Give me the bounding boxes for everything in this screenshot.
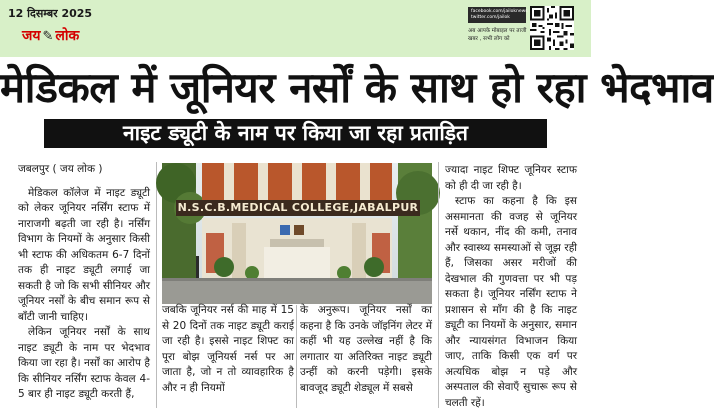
logo-separator-icon: ✎ <box>42 29 54 44</box>
column-divider <box>156 162 157 408</box>
article-paragraph: स्टाफ का कहना है कि इस असमानता की वजह से जूनियर नर्से थकान, नींद की कमी, तनाव और स्वास्थ्य समस्याओं से जूझ रही हैं, जिसका असर मरीजों की देखभाल की गुणवत्ता पर भी पड़ सकता है। जूनियर नर्सिंग स्टाफ ने प्रशासन से माँग की है कि नाइट ड्यूटी का नियमों के अनुसार, समान और न्यायसंगत विभाजन किया जाए, ताकि किसी एक वर्ग पर अत्यधिक बोझ न पड़े और अस्पताल की सेवाएँ सुचारू रूप से चलती रहें। <box>445 195 577 409</box>
promo-tagline: अब आपके मोबाइल पर ताजी खबर , सभी लोग को <box>468 28 527 42</box>
article-subheadline: नाइट ड्यूटी के नाम पर किया जा रहा प्रताड़ित <box>44 119 547 148</box>
logo-left: जय <box>22 28 41 44</box>
column-divider <box>296 305 297 408</box>
newspaper-logo <box>22 26 79 45</box>
article-paragraph: लेकिन जूनियर नर्सों के साथ नाइट ड्यूटी के नाम पर भेदभाव किया जा रहा है। नर्सों का आरोप है कि सीनियर नर्सिंग स्टाफ केवल 4-5 बार ही नाइट ड्यूटी करती हैं, <box>18 326 150 400</box>
logo-right: लोक <box>55 28 80 44</box>
social-links: facebook.com/jailoknews twitter.com/jailok <box>468 7 526 23</box>
masthead <box>0 0 591 57</box>
qr-code-icon <box>530 6 574 50</box>
article-column-3 <box>300 303 432 396</box>
article-paragraph: मेडिकल कॉलेज में नाइट ड्यूटी को लेकर जूनियर नर्सिंग स्टाफ में नाराजगी बढ़ती जा रही है। नर्सिंग विभाग के नियमों के अनुसार किसी भी स्टाफ की अधिकतम 6-7 दिनों तक ही नाइट ड्यूटी लगाई जा सकती है जो कि सभी सीनियर और जूनियर नर्सों के बीच समान रूप से बाँटी जानी चाहिए। <box>18 186 150 323</box>
issue-date: 12 दिसम्बर 2025 <box>8 7 93 20</box>
article-column-1 <box>18 162 150 403</box>
column-divider <box>438 162 439 408</box>
college-name-sign: N.S.C.B.MEDICAL COLLEGE,JABALPUR <box>177 201 419 214</box>
header-promo <box>468 7 526 43</box>
article-paragraph: जबकि जूनियर नर्स की माह में 15 से 20 दिनों तक नाइट ड्यूटी कराई जा रही है। इससे नाइट शिफ्ट का पूरा बोझ जूनियर्स नर्स पर आ जाता है, जो न तो व्यावहारिक है और न ही नियमों <box>162 304 294 394</box>
college-building-photo <box>162 163 432 304</box>
article-column-4 <box>445 163 577 411</box>
article-column-2 <box>162 303 294 396</box>
article-headline: मेडिकल में जूनियर नर्सों के साथ हो रहा भेदभाव <box>0 63 714 112</box>
article-paragraph: के अनुरूप। जूनियर नर्सों का कहना है कि उनके जॉइनिंग लेटर में कहीं भी यह उल्लेख नहीं है कि लगातार या अतिरिक्त नाइट ड्यूटी उन्हीं को करनी पड़ेगी। इसके बावजूद ड्यूटी शेड्यूल में सबसे <box>300 304 432 394</box>
article-paragraph: ज्यादा नाइट शिफ्ट जूनियर स्टाफ को ही दी जा रही है। <box>445 164 577 192</box>
article-byline: जबलपुर ( जय लोक ) <box>18 163 103 175</box>
